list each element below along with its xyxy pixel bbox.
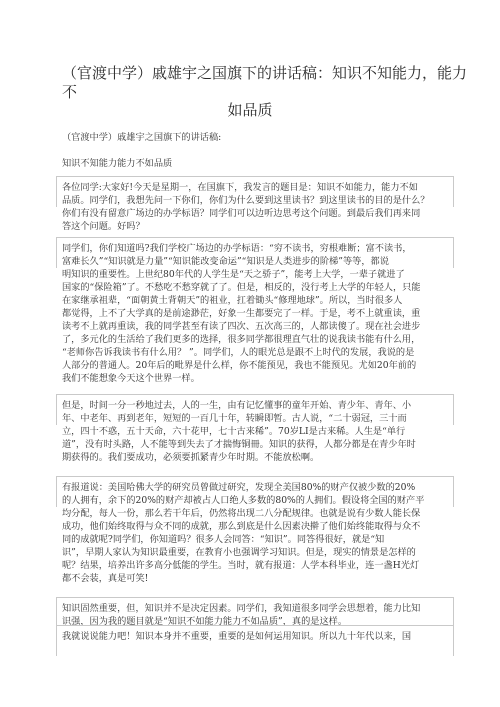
paragraph-line: 读考不上就再重读，我的同学甚至有读了四次、五次高三的，人都读傻了。现在社会进步 (62, 321, 421, 332)
paragraph-line: 有报道说：美国哈佛大学的研究员曾做过研究，发现全美国80%的财产仅被少数的20% (62, 482, 416, 493)
paragraph-3 (62, 399, 448, 464)
paragraph-line: 同的成就呢?同学们，你知道吗？很多人会同答：“知识”。同答得很好，就是“知 (62, 534, 385, 545)
paragraph-line: 知识固然重要，但，知识并不是决定因素。同学们，我知道很多同学会思想着，能力比知 (62, 603, 421, 614)
paragraph-line: 富难长久”“知识就是力量”“知识能改变命运”“知识是人类进步的阶梯”等等，都说 (62, 256, 389, 267)
header-line (62, 131, 448, 144)
document-title-line-1: （官渡中学）戚雄宇之国旗下的讲话稿：知识不知能力，能力 (62, 64, 468, 82)
paragraph-line: 成功，他们始终取得与众不同的成就，那么到底是什么因素决擀了他们始终能取得与众不 (62, 521, 421, 532)
paragraph-line: 均分配，每人一份，那么若干年后，仍然将出现二八分配规律。也就是说有少数人能长保 (62, 508, 421, 519)
paragraph-line: 品质。同学们，我想先问一下你们，你们为什么要到这里读书？到这里读书的目的是什么？ (62, 195, 430, 206)
paragraph-line: 各位同学:大家好!今天是星期一，在国旗下，我发言的题目是：知识不如能力，能力不如 (62, 182, 418, 193)
paragraph-line: “老师你告诉我读书有什么用？ ”。同学们，人的眼光总是跟不上时代的发展，我说的是 (62, 347, 415, 358)
paragraph-line: 了，多元化的生活给了我们更多的选择，很多同学都很理直气壮的说我读书能有什么用， (62, 334, 421, 345)
paragraph-line: 道”，没有时头路，人不能等到失去了才揣悔铜冊。知识的获得，人都分都是在青少年时 (62, 439, 416, 450)
paragraph-2 (62, 242, 448, 385)
paragraph-line: 呢？结果，培养出许多高分低能的学生。当时，就有报道：人学本科毕业，连一盏H光灯 (62, 560, 420, 571)
paragraph-line: 的人拥有，余下的20%的财产却被占人口绝人多数的80%的人拥们。假设将全国的财产平 (62, 495, 425, 506)
paragraph-line: 我们不能想象今天这个世界一样。 (62, 373, 200, 384)
paragraph-line: 国家的“保险箱”了。不愁吃不愁穿就了了。但是，相反的，没行考上大学的年轻人，只能 (62, 282, 421, 293)
paragraph-line: 你们有没有留意广场边的办学标语？同学们可以边听边思考这个问题。到最后我们再来同 (62, 208, 421, 219)
paragraph-line: 期获得的。我们要成功，必须要抓紧青少年时期。不能放松啊。 (62, 452, 320, 463)
paragraph-line: 我就说说能力吧！知识本身并不重要，重要的是如何运用知识。所以九十年代以来，国 (62, 631, 412, 642)
paragraph-line: 但是，时间一分一秒地过去，人的一生，由有记忆懂事的童年开始、青少年、青年、小 (62, 400, 412, 411)
document-title-line-2: 不 (62, 83, 78, 101)
paragraph-line: 在家继承祖辈，“面朝黄土背朝天”的祖业，扛着锄头“修理地球”。所以，当时很多人 (62, 295, 403, 306)
paragraph-line: 明知识的重要性。上世纪80年代的人学生是“天之骄子”，能考上大学，一辈子就进了 (62, 269, 405, 280)
subtitle-line (62, 157, 448, 170)
paragraph-line: 答这个问题。好吗？ (62, 221, 145, 232)
paragraph-4 (62, 481, 448, 585)
document-title-line-3: 如品质 (227, 101, 273, 119)
paragraph-line: 年、中老年、再到老年，短短的一百几十年，转瞬即暂。古人说，“二十弱冠，三十而 (62, 413, 407, 424)
paragraph-line: 立，四十不惑，五十天命，六十花甲，七十古来稀”。70岁LI是古来稀。人生是“单行 (62, 426, 406, 437)
paragraph-6 (62, 630, 448, 643)
paragraph-line: 识强，因为我的题目就是“知识不如能力能力不如品质”，真的是这样。 (62, 616, 348, 627)
paragraph-1 (62, 181, 448, 233)
paragraph-line: 同学们，你们知道吗?我们学校广场边的办学标语：“穷不读书，穷根难断；富不读书， (62, 243, 412, 254)
paragraph-line: 识”，早期人家认为知识最重要，在教育小也强调学习知识。但是，现实的情景是怎样的 (62, 547, 416, 558)
paragraph-line: 都不会装，真是可笑! (62, 573, 149, 584)
paragraph-line: 都觉得，上不了大学真的是前途渺茫，好象一生都要完了一样。于是，考不上就重读，重 (62, 308, 421, 319)
paragraph-line: 人部分的普通人。20年后的毗界是什么样，你不能预见，我也不能预见。尤如20年前的 (62, 360, 417, 371)
subtitle-text: 知识不知能力能力不如品质 (62, 158, 173, 169)
header-text: （官渡中学）戚雄宇之国旗下的讲话稿: (62, 132, 222, 143)
